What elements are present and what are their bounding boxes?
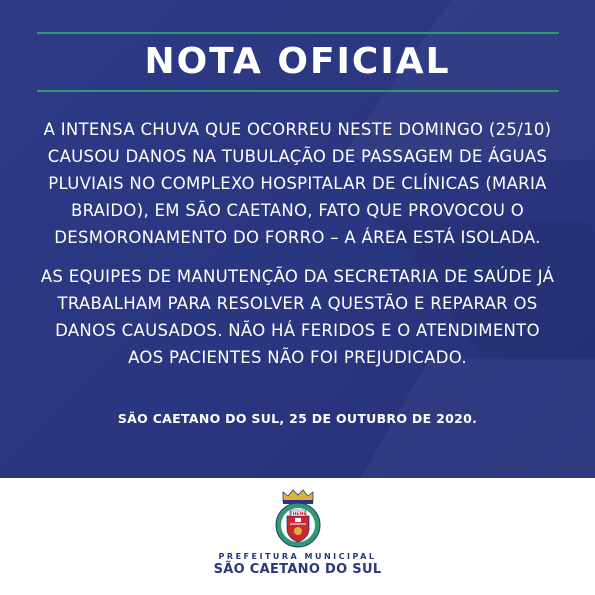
title-rule-bottom xyxy=(37,90,559,92)
notice-paragraph-1: A INTENSA CHUVA QUE OCORREU NESTE DOMINGO (25/10) CAUSOU DANOS NA TUBULAÇÃO DE PASSAGEM DE ÁGUAS PLUVIAIS NO COMPLEXO HOSPITALAR DE CLÍNICAS (MARIA BRAIDO), EM SÃO CAETANO, FATO QUE PROVOCOU O DESMORONAMENTO DO FORRO – A ÁREA ESTÁ ISOLADA. xyxy=(43,120,552,247)
dateline: SÃO CAETANO DO SUL, 25 DE OUTUBRO DE 2020. xyxy=(117,411,478,426)
title-rule-top xyxy=(37,32,559,34)
city-crest-icon xyxy=(271,488,325,550)
crest-motto: THENE xyxy=(288,511,307,517)
org-subtitle: PREFEITURA MUNICIPAL xyxy=(218,552,377,561)
page-title: NOTA OFICIAL xyxy=(144,41,451,82)
org-name: SÃO CAETANO DO SUL xyxy=(213,562,382,577)
notice-paragraph-2: AS EQUIPES DE MANUTENÇÃO DA SECRETARIA DE SAÚDE JÁ TRABALHAM PARA RESOLVER A QUESTÃO E REPARAR OS DANOS CAUSADOS. NÃO HÁ FERIDOS E O ATENDIMENTO AOS PACIENTES NÃO FOI PREJUDICADO. xyxy=(40,267,555,367)
municipal-logo xyxy=(0,488,595,577)
